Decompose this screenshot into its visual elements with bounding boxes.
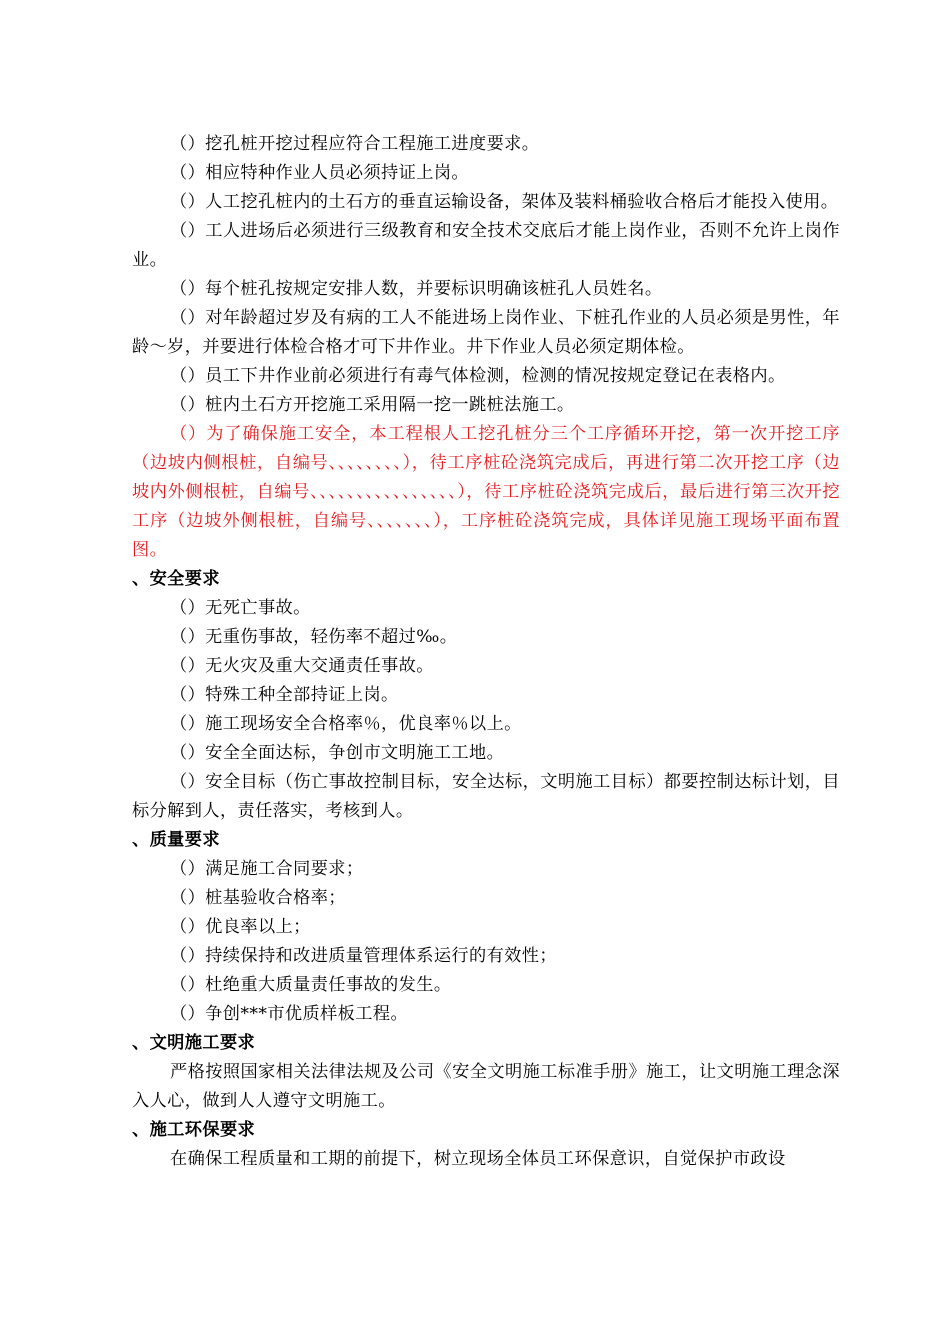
environment-heading: 、施工环保要求 [132,1120,256,1140]
quality-heading: 、质量要求 [132,830,220,850]
safety-item-6: （）安全全面达标，争创市文明施工工地。 [170,743,505,763]
safety-item-7: （）安全目标（伤亡事故控制目标，安全达标，文明施工目标）都要控制达标计划，目标分解到人，责任落实，考核到人。 [132,772,840,821]
quality-item-4: （）持续保持和改进质量管理体系运行的有效性； [170,946,557,966]
pile-item-7: （）员工下井作业前必须进行有毒气体检测，检测的情况按规定登记在表格内。 [170,366,786,386]
civilized-text: 严格按照国家相关法律法规及公司《安全文明施工标准手册》施工，让文明施工理念深入人心，做到人人遵守文明施工。 [132,1062,840,1111]
pile-item-6: （）对年龄超过岁及有病的工人不能进场上岗作业、下桩孔作业的人员必须是男性，年龄～岁，并要进行体检合格才可下井作业。井下作业人员必须定期体检。 [132,308,840,357]
quality-item-3: （）优良率以上； [170,917,311,937]
quality-item-1: （）满足施工合同要求； [170,859,364,879]
pile-item-4: （）工人进场后必须进行三级教育和安全技术交底后才能上岗作业，否则不允许上岗作业。 [132,221,840,270]
pile-item-1: （）挖孔桩开挖过程应符合工程施工进度要求。 [170,134,540,154]
safety-item-5: （）施工现场安全合格率％，优良率％以上。 [170,714,522,734]
quality-item-5: （）杜绝重大质量责任事故的发生。 [170,975,452,995]
pile-item-3: （）人工挖孔桩内的土石方的垂直运输设备，架体及装料桶验收合格后才能投入使用。 [170,192,839,212]
safety-item-1: （）无死亡事故。 [170,598,311,618]
pile-item-5: （）每个桩孔按规定安排人数，并要标识明确该桩孔人员姓名。 [170,279,663,299]
safety-item-4: （）特殊工种全部持证上岗。 [170,685,399,705]
quality-item-6: （）争创***市优质样板工程。 [170,1004,409,1024]
excavation-sequence-note: （）为了确保施工安全，本工程根人工挖孔桩分三个工序循环开挖，第一次开挖工序（边坡内侧根桩，自编号、、、、、、、、），待工序桩砼浇筑完成后，再进行第二次开挖工序（边坡内外侧根桩，自编号、、、、、、、、、、、、、、、、），待工序桩砼浇筑完成后，最后进行第三次开挖工序（边坡外侧根桩，自编号、、、、、、、），工序桩砼浇筑完成，具体详见施工现场平面布置图。 [132,424,840,560]
quality-item-2: （）桩基验收合格率； [170,888,346,908]
pile-item-8: （）桩内土石方开挖施工采用隔一挖一跳桩法施工。 [170,395,575,415]
safety-heading: 、安全要求 [132,569,220,589]
pile-item-2: （）相应特种作业人员必须持证上岗。 [170,163,469,183]
safety-item-3: （）无火灾及重大交通责任事故。 [170,656,434,676]
document-page [132,130,840,1174]
safety-item-2: （）无重伤事故，轻伤率不超过‰。 [170,627,458,647]
environment-text: 在确保工程质量和工期的前提下，树立现场全体员工环保意识，自觉保护市政设 [170,1149,786,1169]
civilized-heading: 、文明施工要求 [132,1033,256,1053]
